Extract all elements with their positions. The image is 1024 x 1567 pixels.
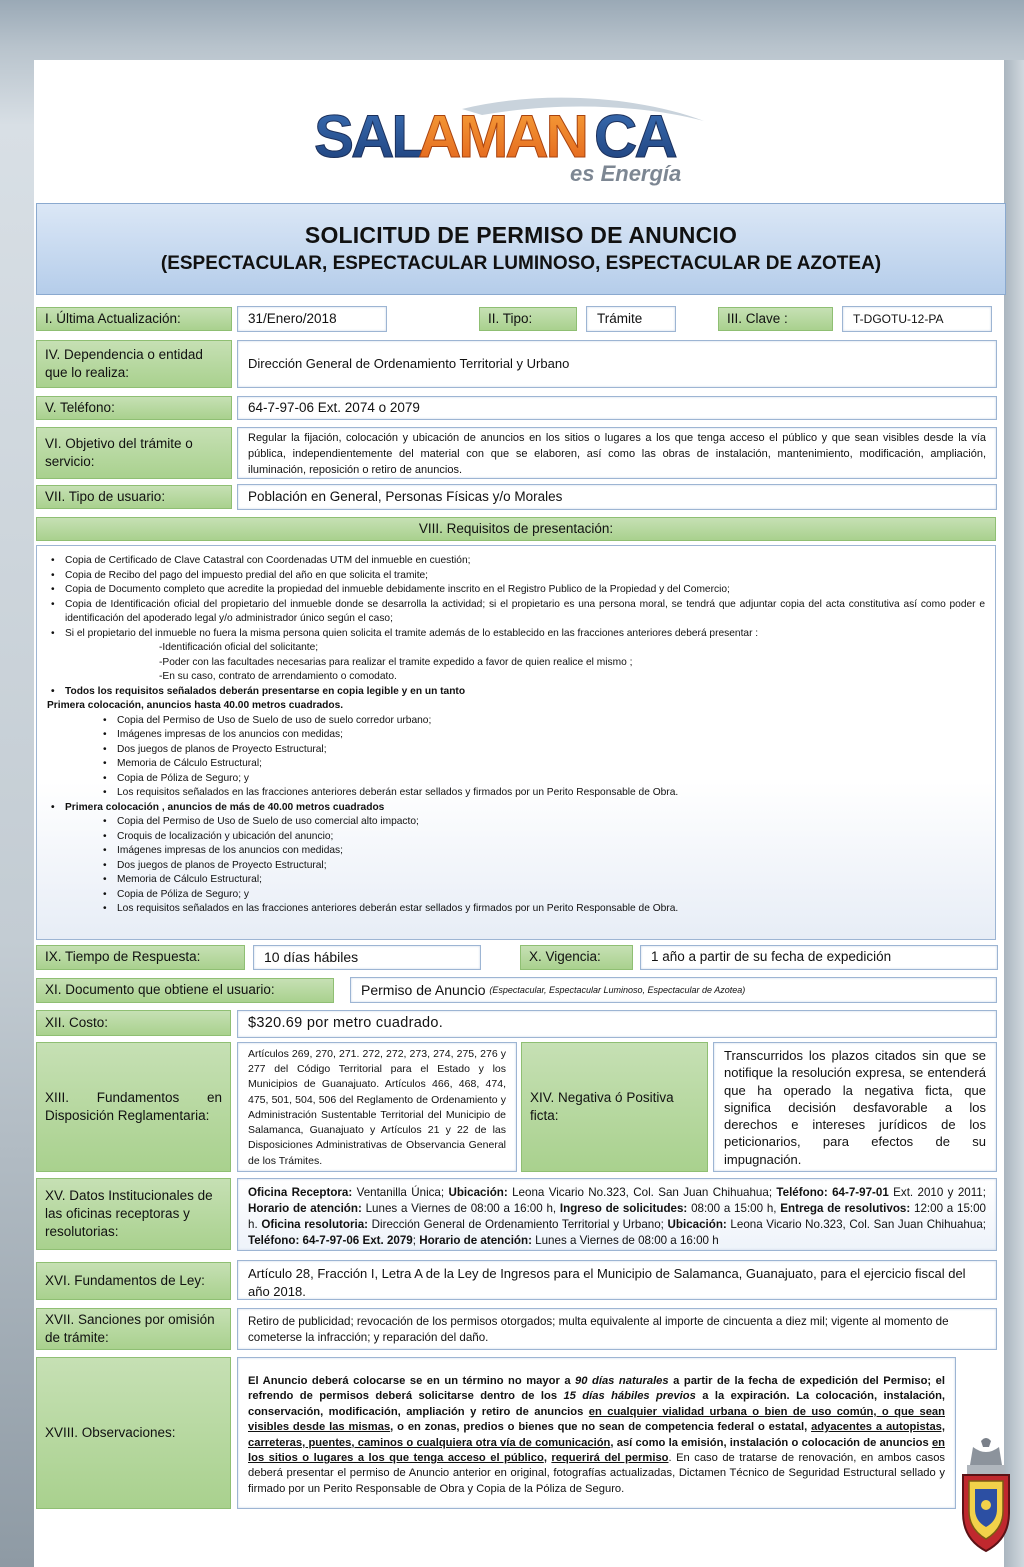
datos-text: Dirección General de Ordenamiento Territorial y Urbano; xyxy=(368,1218,668,1231)
svg-text:AMAN: AMAN xyxy=(418,103,586,170)
svg-text:SAL: SAL xyxy=(314,103,425,170)
requisitos-list xyxy=(36,545,996,940)
sub-item: -Identificación oficial del solicitante; xyxy=(159,642,319,653)
tiempo-label: IX. Tiempo de Respuesta: xyxy=(36,945,245,970)
sub-item: -En su caso, contrato de arrendamiento o comodato. xyxy=(159,671,397,682)
costo-label: XII. Costo: xyxy=(36,1010,231,1036)
observaciones-label: XVIII. Observaciones: xyxy=(36,1357,231,1509)
key-label: III. Clave : xyxy=(718,307,833,331)
datos-text: Leona Vicario No.323, Col. San Juan Chihuahua; xyxy=(507,1186,777,1199)
list-item: • Los requisitos señalados en las fracciones anteriores deberán estar sellados y firmados por un Perito Responsable de Obra. xyxy=(47,902,985,917)
telefono-label: V. Teléfono: xyxy=(36,396,232,420)
title-line1: SOLICITUD DE PERMISO DE ANUNCIO xyxy=(304,222,738,248)
list-item: • Copia del Permiso de Uso de Suelo de uso de suelo corredor urbano; xyxy=(47,714,985,729)
salamanca-logo xyxy=(312,95,712,190)
update-label: I. Última Actualización: xyxy=(36,307,232,331)
datos-text: Leona Vicario No.323, Col. San Juan Chihuahua; xyxy=(726,1218,986,1231)
coat-of-arms-icon xyxy=(955,1435,1017,1555)
page-frame-right xyxy=(1004,60,1024,1567)
datos-text: Oficina Receptora: xyxy=(248,1186,353,1199)
vigencia-value: 1 año a partir de su fecha de expedición xyxy=(640,945,998,970)
datos-text: ; xyxy=(412,1234,420,1247)
sanciones-label: XVII. Sanciones por omisión de trámite: xyxy=(36,1308,231,1350)
vigencia-label: X. Vigencia: xyxy=(520,945,633,970)
negativa-label: XIV. Negativa ó Positiva ficta: xyxy=(521,1042,708,1172)
list-item: • Copia de Certificado de Clave Catastral con Coordenadas UTM del inmueble en cuestión; xyxy=(47,554,985,569)
datos-text: Teléfono: 64-7-97-06 Ext. 2079 xyxy=(248,1234,413,1247)
datos-text: Ventanilla Única; xyxy=(352,1186,449,1199)
costo-value: $320.69 por metro cuadrado. xyxy=(237,1010,997,1038)
datos-text: Ubicación: xyxy=(448,1186,508,1199)
dependencia-label: IV. Dependencia o entidad que lo realiza: xyxy=(36,340,232,388)
datos-text: Lunes a Viernes de 08:00 a 16:00 h, xyxy=(361,1202,560,1215)
svg-text:es Energía: es Energía xyxy=(570,161,682,186)
type-value: Trámite xyxy=(586,306,676,332)
obs-text: El Anuncio deberá colocarse se en un término no mayor a xyxy=(248,1375,576,1387)
obs-text: 90 días naturales xyxy=(575,1375,669,1387)
ley-value: Artículo 28, Fracción I, Letra A de la Ley de Ingresos para el Municipio de Salamanca, Guanajuato, para el ejercicio fiscal del año 2018. xyxy=(237,1260,997,1300)
objetivo-label: VI. Objetivo del trámite o servicio: xyxy=(36,427,232,479)
obs-text: adyacentes a autopistas, carreteras, puentes, caminos o cualquiera otra vía de comunicación xyxy=(248,1421,945,1449)
ley-label: XVI. Fundamentos de Ley: xyxy=(36,1262,231,1300)
obs-text: en cualquier vialidad urbana o bien de uso común, o que sean visibles desde las mismas xyxy=(248,1405,945,1434)
fundamentos-label: XIII. Fundamentos en Disposición Reglamentaria: xyxy=(36,1042,231,1172)
list-item: • Copia de Identificación oficial del propietario del inmueble donde se desarrolla la actividad; si el propietario es una persona moral, se tendrá que adjuntar copia del acta constitutiva así como poder e identificación del apoderado legal y/o administrador único según el caso; xyxy=(47,598,985,627)
title-line2: (ESPECTACULAR, ESPECTACULAR LUMINOSO, ESPECTACULAR DE AZOTEA) xyxy=(160,253,882,274)
list-item: • Dos juegos de planos de Proyecto Estructural; xyxy=(47,743,985,758)
negativa-value: Transcurridos los plazos citados sin que se notifique la resolución expresa, se entenderá que ha operado la negativa ficta, que significa decisión desfavorable a los derechos e intereses jurídicos de los peticionarios, para efectos de su impugnación. xyxy=(713,1042,997,1172)
documento-label: XI. Documento que obtiene el usuario: xyxy=(36,978,334,1003)
obs-text: a partir de la fecha de expedición del Permiso; el refrendo de permisos deberá solicitarse dentro de los xyxy=(248,1375,945,1403)
documento-note: (Espectacular, Espectacular Luminoso, Espectacular de Azotea) xyxy=(489,984,746,995)
documento-value xyxy=(350,977,997,1003)
list-item: • Croquis de localización y ubicación del anuncio; xyxy=(47,830,985,845)
list-item: • Los requisitos señalados en las fracciones anteriores deberán estar sellados y firmados por un Perito Responsable de Obra. xyxy=(47,786,985,801)
datos-text: Teléfono: 64-7-97-01 xyxy=(776,1186,889,1199)
datos-text: Ingreso de solicitudes: xyxy=(559,1202,688,1215)
usuario-label: VII. Tipo de usuario: xyxy=(36,485,232,509)
observaciones-value xyxy=(237,1357,956,1509)
datos-text: 08:00 a 15:00 h, xyxy=(687,1202,781,1215)
list-item: • Copia del Permiso de Uso de Suelo de uso comercial alto impacto; xyxy=(47,815,985,830)
datos-text: Oficina resolutoria: xyxy=(261,1218,369,1231)
list-item: • Copia de Documento completo que acredite la propiedad del inmueble debidamente inscrito en el Registro Publico de la Propiedad y del Comercio; xyxy=(47,583,985,598)
objetivo-value: Regular la fijación, colocación y ubicación de anuncios en los sitios o lugares a los que tenga acceso el público y que sean visibles desde la vía pública, independientemente del material con que se elaboren, así como las obras de instalación, mantenimiento, modificación, ampliación, iluminación, reposición o retiro de anuncios. xyxy=(237,427,997,479)
list-item: • Primera colocación , anuncios de más de 40.00 metros cuadrados xyxy=(47,801,985,816)
tiempo-value: 10 días hábiles xyxy=(253,945,481,970)
svg-text:CA: CA xyxy=(594,103,675,170)
form-title xyxy=(36,203,1006,295)
telefono-value: 64-7-97-06 Ext. 2074 o 2079 xyxy=(237,396,997,420)
obs-text: 15 días hábiles previos xyxy=(563,1390,696,1403)
section-heading: Primera colocación, anuncios hasta 40.00 metros cuadrados. xyxy=(47,700,344,711)
datos-text: 12:00 a 15:00 h. xyxy=(248,1202,987,1231)
obs-text: . En caso de tratarse de renovación, en ambos casos deberá presentar el permiso de Anuncio anterior en original, fotografías actualizadas, Dictamen Técnico de Seguridad Estructural sellado y firmado por un Perito Responsable de Obra y Copia de la Póliza de Seguro. xyxy=(248,1452,946,1495)
obs-text: , así como la emisión, instalación o colocación de anuncios xyxy=(610,1436,932,1449)
fundamentos-value: Artículos 269, 270, 271. 272, 272, 273, 274, 275, 276 y 277 del Código Territorial para el Estado y los Municipios de Guanajuato. Artículos 466, 468, 474, 475, 501, 504, 506 del Reglamento de Ordenamiento y Administración Sustentable Territorial del Municipio de Salamanca, Guanajuato y Artículos 21 y 22 de las Disposiciones Administrativas de Observancia General de los Trámites. xyxy=(237,1042,517,1172)
sub-item: -Poder con las facultades necesarias para realizar el tramite expedido a favor de quien realice el mismo ; xyxy=(159,656,633,668)
obs-text: , o en zonas, predios o bienes que no sean de competencia federal o estatal, xyxy=(390,1421,812,1434)
datos-label: XV. Datos Institucionales de las oficinas receptoras y resolutorias: xyxy=(36,1178,231,1250)
list-item: • Imágenes impresas de los anuncios con medidas; xyxy=(47,844,985,859)
obs-text: a la expiración. La colocación, instalación, conservación, modificación, ampliación y retiro de anuncios xyxy=(248,1390,946,1418)
datos-text: Horario de atención: xyxy=(248,1202,362,1215)
datos-text: Ubicación: xyxy=(667,1218,727,1231)
type-label: II. Tipo: xyxy=(479,307,577,331)
list-item: • Memoria de Cálculo Estructural; xyxy=(47,873,985,888)
documento-name: Permiso de Anuncio xyxy=(361,981,486,998)
list-item: • Copia de Póliza de Seguro; y xyxy=(47,888,985,903)
list-item: • Copia de Recibo del pago del impuesto predial del año en que solicita el tramite; xyxy=(47,569,985,584)
list-item: • Copia de Póliza de Seguro; y xyxy=(47,772,985,787)
key-value: T-DGOTU-12-PA xyxy=(842,306,992,332)
obs-text: en los sitios o lugares a los que tenga acceso el público xyxy=(248,1436,945,1465)
list-item: • Memoria de Cálculo Estructural; xyxy=(47,757,985,772)
obs-text: , xyxy=(543,1452,552,1465)
requisitos-label: VIII. Requisitos de presentación: xyxy=(36,517,996,541)
datos-text: Horario de atención: xyxy=(419,1234,532,1247)
datos-text: Entrega de resolutivos: xyxy=(780,1202,911,1215)
list-item: • Todos los requisitos señalados deberán presentarse en copia legible y en un tanto xyxy=(47,685,985,700)
usuario-value: Población en General, Personas Físicas y/o Morales xyxy=(237,484,997,510)
list-item: • Dos juegos de planos de Proyecto Estructural; xyxy=(47,859,985,874)
datos-text: Ext. 2010 y 2011; xyxy=(888,1186,986,1199)
sanciones-value: Retiro de publicidad; revocación de los permisos otorgados; multa equivalente al importe de cincuenta a diez mil; vigente al momento de cometerse la infracción; y reparación del daño. xyxy=(237,1308,997,1350)
obs-text: requerirá del permiso xyxy=(551,1452,669,1465)
dependencia-value: Dirección General de Ordenamiento Territorial y Urbano xyxy=(237,340,997,388)
update-value: 31/Enero/2018 xyxy=(237,306,387,332)
list-item: • Imágenes impresas de los anuncios con medidas; xyxy=(47,728,985,743)
datos-text: Lunes a Viernes de 08:00 a 16:00 h xyxy=(531,1234,719,1247)
list-item: • Si el propietario del inmueble no fuera la misma persona quien solicita el tramite además de lo establecido en las fracciones anteriores deberá presentar : xyxy=(47,627,985,642)
datos-value xyxy=(237,1178,997,1251)
